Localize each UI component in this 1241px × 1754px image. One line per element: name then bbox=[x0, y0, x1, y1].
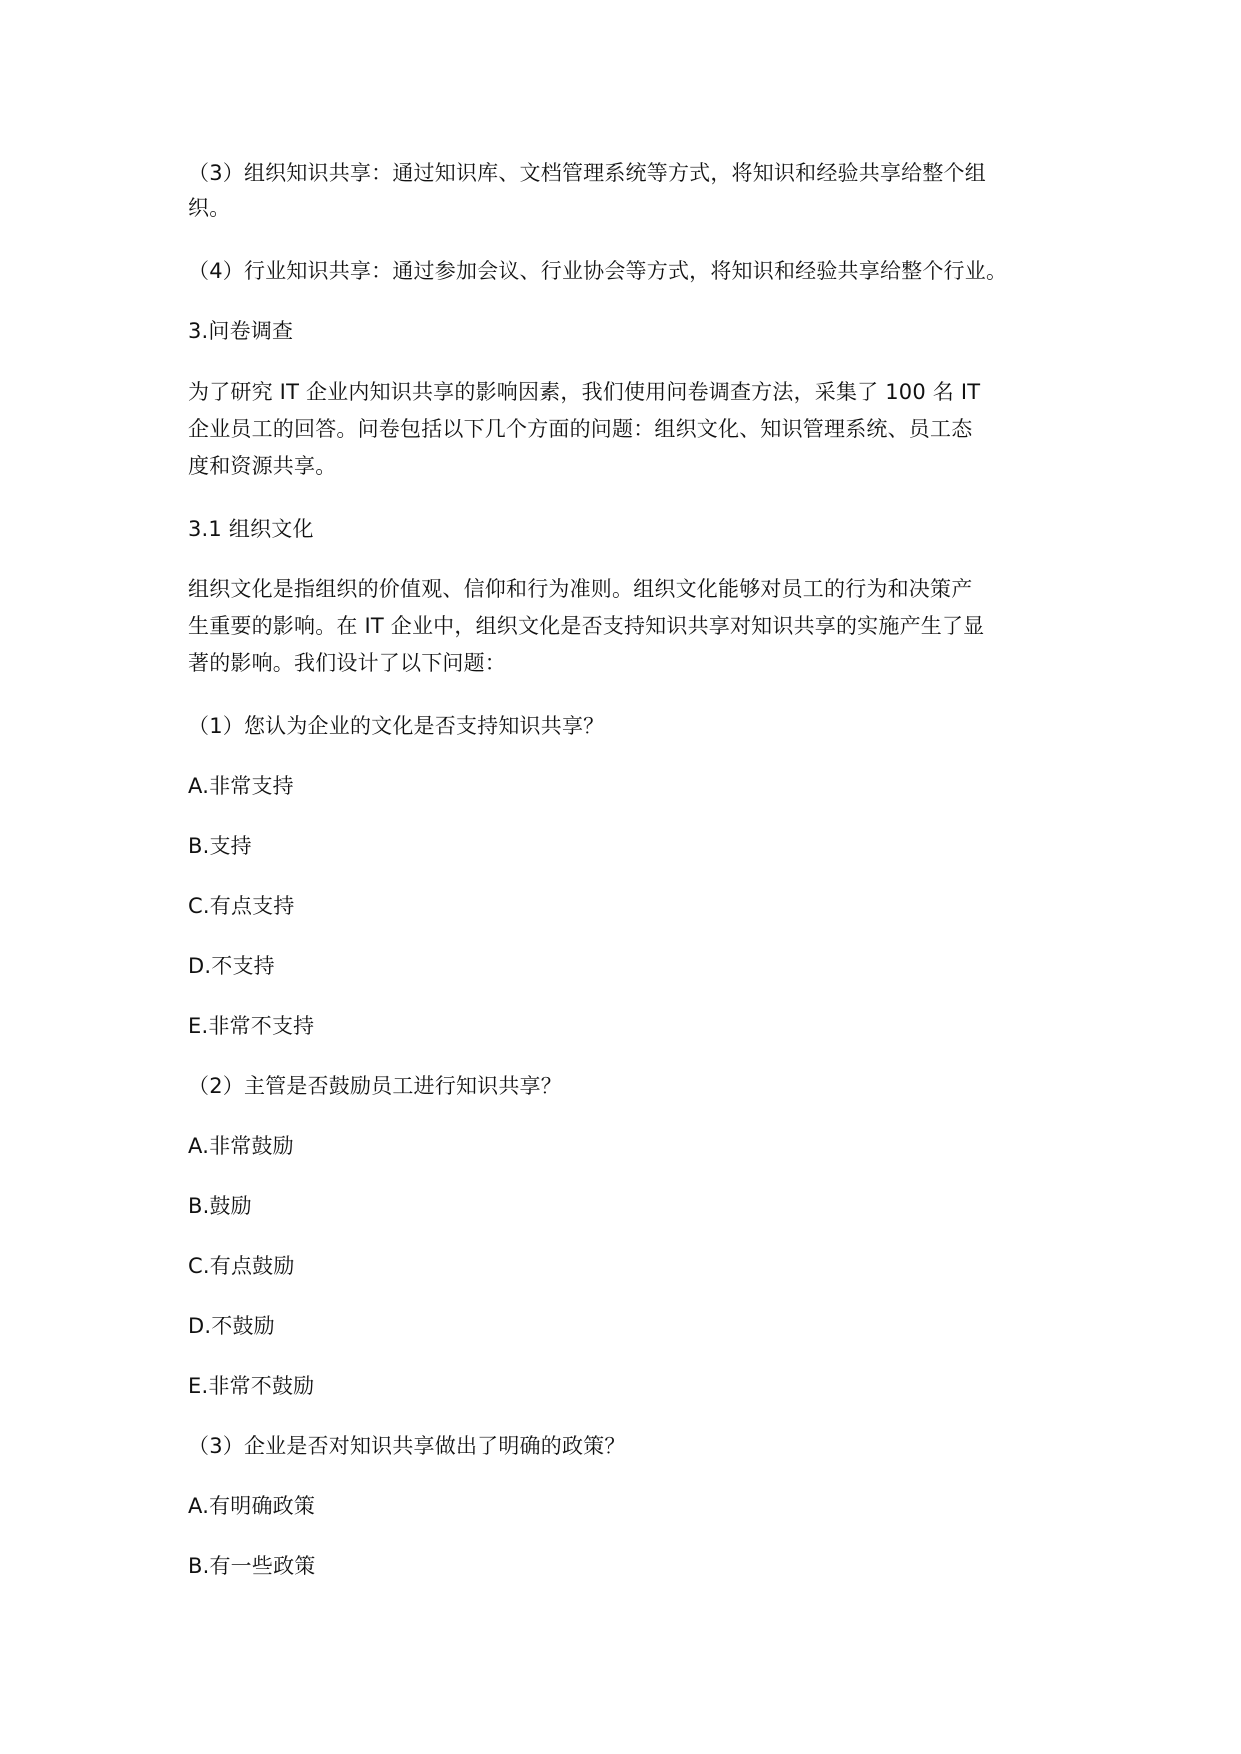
question-2-option-d: D.不鼓励 bbox=[188, 1314, 275, 1338]
question-1-option-a: A.非常支持 bbox=[188, 774, 294, 798]
paragraph-culture-line-1: 组织文化是指组织的价值观、信仰和行为准则。组织文化能够对员工的行为和决策产 bbox=[188, 577, 973, 601]
paragraph-org-sharing-line-2: 织。 bbox=[188, 196, 231, 220]
question-1-option-e: E.非常不支持 bbox=[188, 1014, 315, 1038]
paragraph-survey-line-2: 企业员工的回答。问卷包括以下几个方面的问题：组织文化、知识管理系统、员工态 bbox=[188, 417, 973, 441]
question-3: （3）企业是否对知识共享做出了明确的政策？ bbox=[188, 1434, 626, 1458]
paragraph-industry-sharing: （4）行业知识共享：通过参加会议、行业协会等方式，将知识和经验共享给整个行业。 bbox=[188, 259, 1008, 283]
question-2-option-c: C.有点鼓励 bbox=[188, 1254, 295, 1278]
paragraph-culture-line-2: 生重要的影响。在 IT 企业中，组织文化是否支持知识共享对知识共享的实施产生了显 bbox=[188, 614, 985, 638]
question-1-option-b: B.支持 bbox=[188, 834, 252, 858]
question-2: （2）主管是否鼓励员工进行知识共享？ bbox=[188, 1074, 562, 1098]
paragraph-org-sharing-line-1: （3）组织知识共享：通过知识库、文档管理系统等方式，将知识和经验共享给整个组 bbox=[188, 161, 986, 185]
question-1-option-c: C.有点支持 bbox=[188, 894, 295, 918]
question-2-option-a: A.非常鼓励 bbox=[188, 1134, 294, 1158]
paragraph-culture-line-3: 著的影响。我们设计了以下问题： bbox=[188, 651, 506, 675]
paragraph-survey-line-3: 度和资源共享。 bbox=[188, 454, 337, 478]
question-1-option-d: D.不支持 bbox=[188, 954, 275, 978]
question-3-option-a: A.有明确政策 bbox=[188, 1494, 316, 1518]
question-1: （1）您认为企业的文化是否支持知识共享？ bbox=[188, 714, 605, 738]
question-3-option-b: B.有一些政策 bbox=[188, 1554, 316, 1578]
section-heading-culture: 3.1 组织文化 bbox=[188, 517, 314, 541]
section-heading-survey: 3.问卷调查 bbox=[188, 319, 294, 343]
paragraph-survey-line-1: 为了研究 IT 企业内知识共享的影响因素，我们使用问卷调查方法，采集了 100 名 IT bbox=[188, 380, 981, 404]
question-2-option-e: E.非常不鼓励 bbox=[188, 1374, 315, 1398]
question-2-option-b: B.鼓励 bbox=[188, 1194, 252, 1218]
